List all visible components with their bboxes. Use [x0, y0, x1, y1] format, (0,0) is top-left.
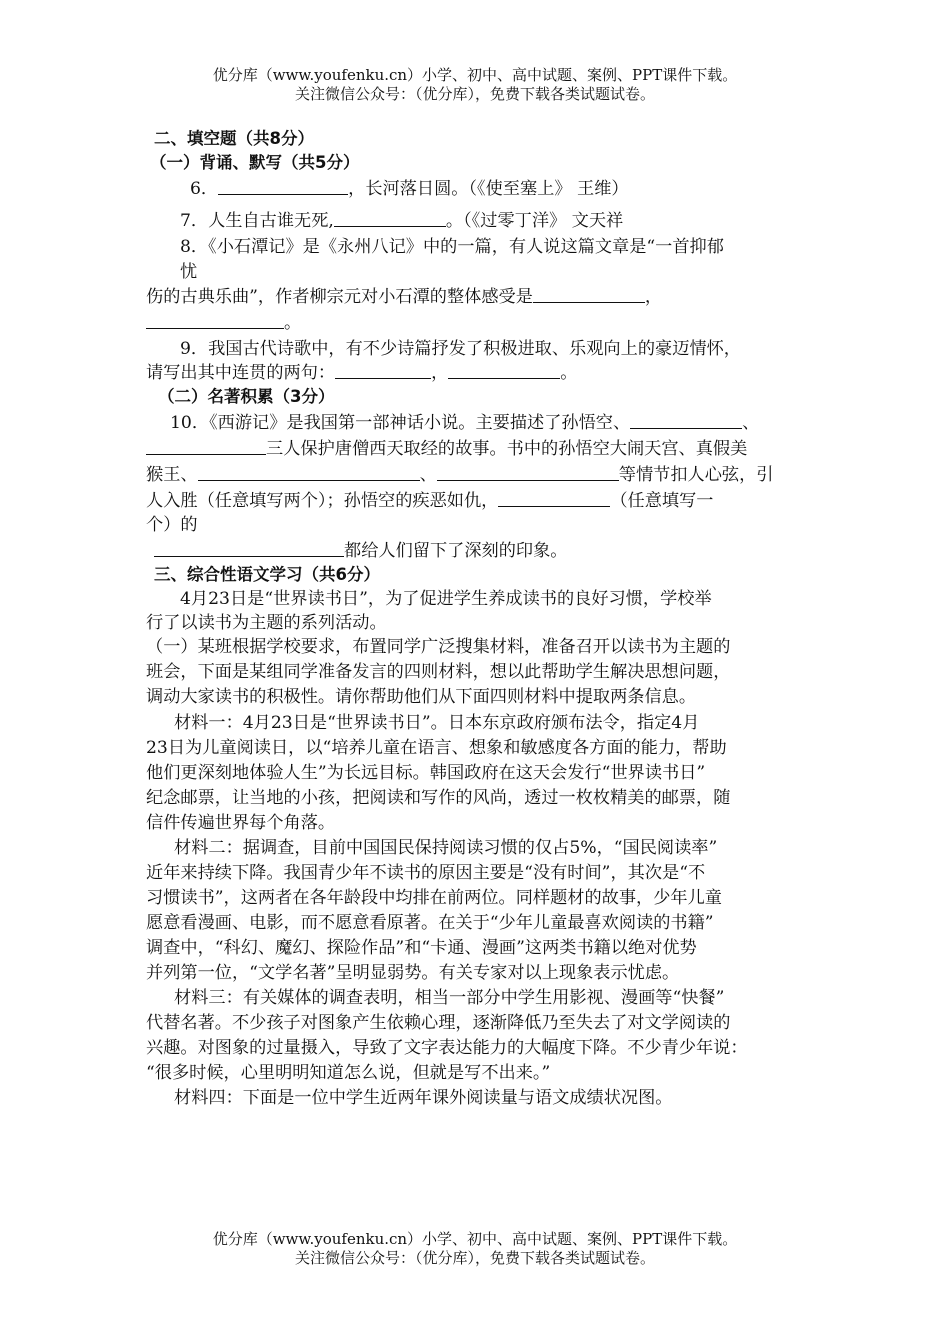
material-2-line-6: 并列第一位，“文学名著”呈明显弱势。有关专家对以上现象表示忧虑。: [146, 963, 680, 983]
section-3-title: 三、综合性语文学习（共6分）: [154, 565, 380, 584]
q9-end: 。: [560, 363, 578, 383]
material-1-line-2: 23日为儿童阅读日，以“培养儿童在语言、想象和敏感度各方面的能力，帮助: [146, 738, 727, 758]
footer-line-2: 关注微信公众号：（优分库），免费下载各类试题试卷。: [294, 1249, 655, 1267]
q10-blank-3[interactable]: [198, 462, 420, 481]
part-1-line-1: （一）某班根据学校要求，布置同学广泛搜集材料，准备召开以读书为主题的: [146, 637, 731, 657]
q7-blank[interactable]: [334, 208, 446, 227]
material-3-line-4: “很多时候，心里明明知道怎么说，但就是写不出来。”: [146, 1063, 551, 1083]
q9-blank-2[interactable]: [448, 360, 560, 379]
q8-blank-2[interactable]: [146, 310, 284, 329]
q9-line-2: [146, 360, 577, 386]
q10-blank-2[interactable]: [146, 436, 266, 455]
q8-line-3-end: ，: [644, 287, 663, 307]
intro-line-2: 行了以读书为主题的系列活动。: [146, 613, 387, 633]
q9-separator: ，: [431, 363, 449, 383]
material-1-line-5: 信件传遍世界每个角落。: [146, 813, 336, 833]
q10-blank-6[interactable]: [154, 538, 344, 557]
q9-line-2-text: 请写出其中连贯的两句：: [146, 363, 336, 383]
material-1-line-3: 他们更深刻地体验人生”为长远目标。韩国政府在这天会发行“世界读书日”: [146, 763, 706, 783]
q10-line-4-b: （任意填写一: [610, 491, 714, 511]
q10-line-6-text: 都给人们留下了深刻的印象。: [344, 541, 568, 561]
q8-line-4-end: 。: [284, 313, 302, 333]
part-1-line-3: 调动大家读书的积极性。请你帮助他们从下面四则材料中提取两条信息。: [146, 687, 697, 707]
q8-line-1: 8．《小石潭记》是《永州八记》中的一篇，有人说这篇文章是“一首抑郁: [180, 237, 724, 257]
q10-line-6: [154, 538, 567, 564]
q10-line-4: [146, 488, 713, 514]
material-2-line-4: 愿意看漫画、电影，而不愿意看原著。在关于“少年儿童最喜欢阅读的书籍”: [146, 913, 714, 933]
q6-number: 6．: [190, 179, 219, 199]
q10-line-3-b: 、: [419, 465, 437, 485]
q10-blank-4[interactable]: [437, 462, 619, 481]
q10-line-2: [146, 436, 747, 462]
material-1-line-1: 材料一：4月23日是“世界读书日”。日本东京政府颁布法令，指定4月: [174, 713, 700, 733]
part-1-title: （一）背诵、默写（共5分）: [150, 153, 360, 172]
q7-text-a: 7．人生自古谁无死,: [180, 211, 334, 231]
q10-line-1: [170, 410, 759, 436]
q10-line-1-end: 、: [742, 413, 760, 433]
material-4-line-1: 材料四：下面是一位中学生近两年课外阅读量与语文成绩状况图。: [174, 1088, 673, 1108]
part-2-title: （二）名著积累（3分）: [158, 387, 335, 406]
q8-line-2: 忧: [180, 262, 198, 282]
part-1-line-2: 班会，下面是某组同学准备发言的四则材料，想以此帮助学生解决思想问题，: [146, 662, 731, 682]
material-3-line-2: 代替名著。不少孩子对图象产生依赖心理，逐渐降低乃至失去了对文学阅读的: [146, 1013, 731, 1033]
question-7: [180, 208, 623, 234]
q6-text: ，长河落日圆。（《使至塞上》 王维）: [348, 179, 629, 199]
q10-line-1-text: 10．《西游记》是我国第一部神话小说。主要描述了孙悟空、: [170, 413, 631, 433]
q6-blank[interactable]: [218, 176, 348, 195]
material-2-line-3: 习惯读书”，这两者在各年龄段中均排在前两位。同样题材的故事，少年儿童: [146, 888, 722, 908]
header-line-1: 优分库（www.youfenku.cn）小学、初中、高中试题、案例、PPT课件下载。: [212, 66, 738, 84]
q10-blank-1[interactable]: [630, 410, 742, 429]
material-1-line-4: 纪念邮票，让当地的小孩，把阅读和写作的风尚，透过一枚枚精美的邮票，随: [146, 788, 731, 808]
footer-line-1: 优分库（www.youfenku.cn）小学、初中、高中试题、案例、PPT课件下载。: [212, 1230, 738, 1248]
material-2-line-5: 调查中，“科幻、魔幻、探险作品”和“卡通、漫画”这两类书籍以绝对优势: [146, 938, 697, 958]
q10-line-3-a: 猴王、: [146, 465, 198, 485]
q10-line-5: 个）的: [146, 515, 198, 535]
q10-line-3: [146, 462, 773, 488]
material-3-line-1: 材料三：有关媒体的调查表明，相当一部分中学生用影视、漫画等“快餐”: [174, 988, 725, 1008]
q7-text-b: 。（《过零丁洋》 文天祥: [445, 211, 624, 231]
section-2-title: 二、填空题（共8分）: [154, 129, 314, 148]
material-2-line-2: 近年来持续下降。我国青少年不读书的原因主要是“没有时间”，其次是“不: [146, 863, 706, 883]
intro-line-1: 4月23日是“世界读书日”，为了促进学生养成读书的良好习惯，学校举: [180, 589, 712, 609]
q8-blank-1[interactable]: [533, 284, 645, 303]
header-line-2: 关注微信公众号：（优分库），免费下载各类试题试卷。: [294, 85, 655, 103]
material-2-line-1: 材料二：据调查，目前中国国民保持阅读习惯的仅占5%，“国民阅读率”: [174, 838, 718, 858]
question-6: [190, 176, 629, 202]
page-header: [0, 66, 950, 104]
q10-line-3-c: 等情节扣人心弦，引: [618, 465, 774, 485]
page-footer: [0, 1230, 950, 1268]
material-3-line-3: 兴趣。对图象的过量摄入，导致了文字表达能力的大幅度下降。不少青少年说：: [146, 1038, 748, 1058]
q9-blank-1[interactable]: [335, 360, 431, 379]
q10-line-2-text: 三人保护唐僧西天取经的故事。书中的孙悟空大闹天宫、真假美: [266, 439, 748, 459]
q8-line-3-text: 伤的古典乐曲”，作者柳宗元对小石潭的整体感受是: [146, 287, 533, 307]
q8-line-3: [146, 284, 662, 310]
q8-line-4: [146, 310, 301, 336]
q9-line-1: 9．我国古代诗歌中，有不少诗篇抒发了积极进取、乐观向上的豪迈情怀，: [180, 339, 741, 359]
q10-blank-5[interactable]: [498, 488, 610, 507]
q10-line-4-a: 人入胜（任意填写两个）；孙悟空的疾恶如仇，: [146, 491, 499, 511]
